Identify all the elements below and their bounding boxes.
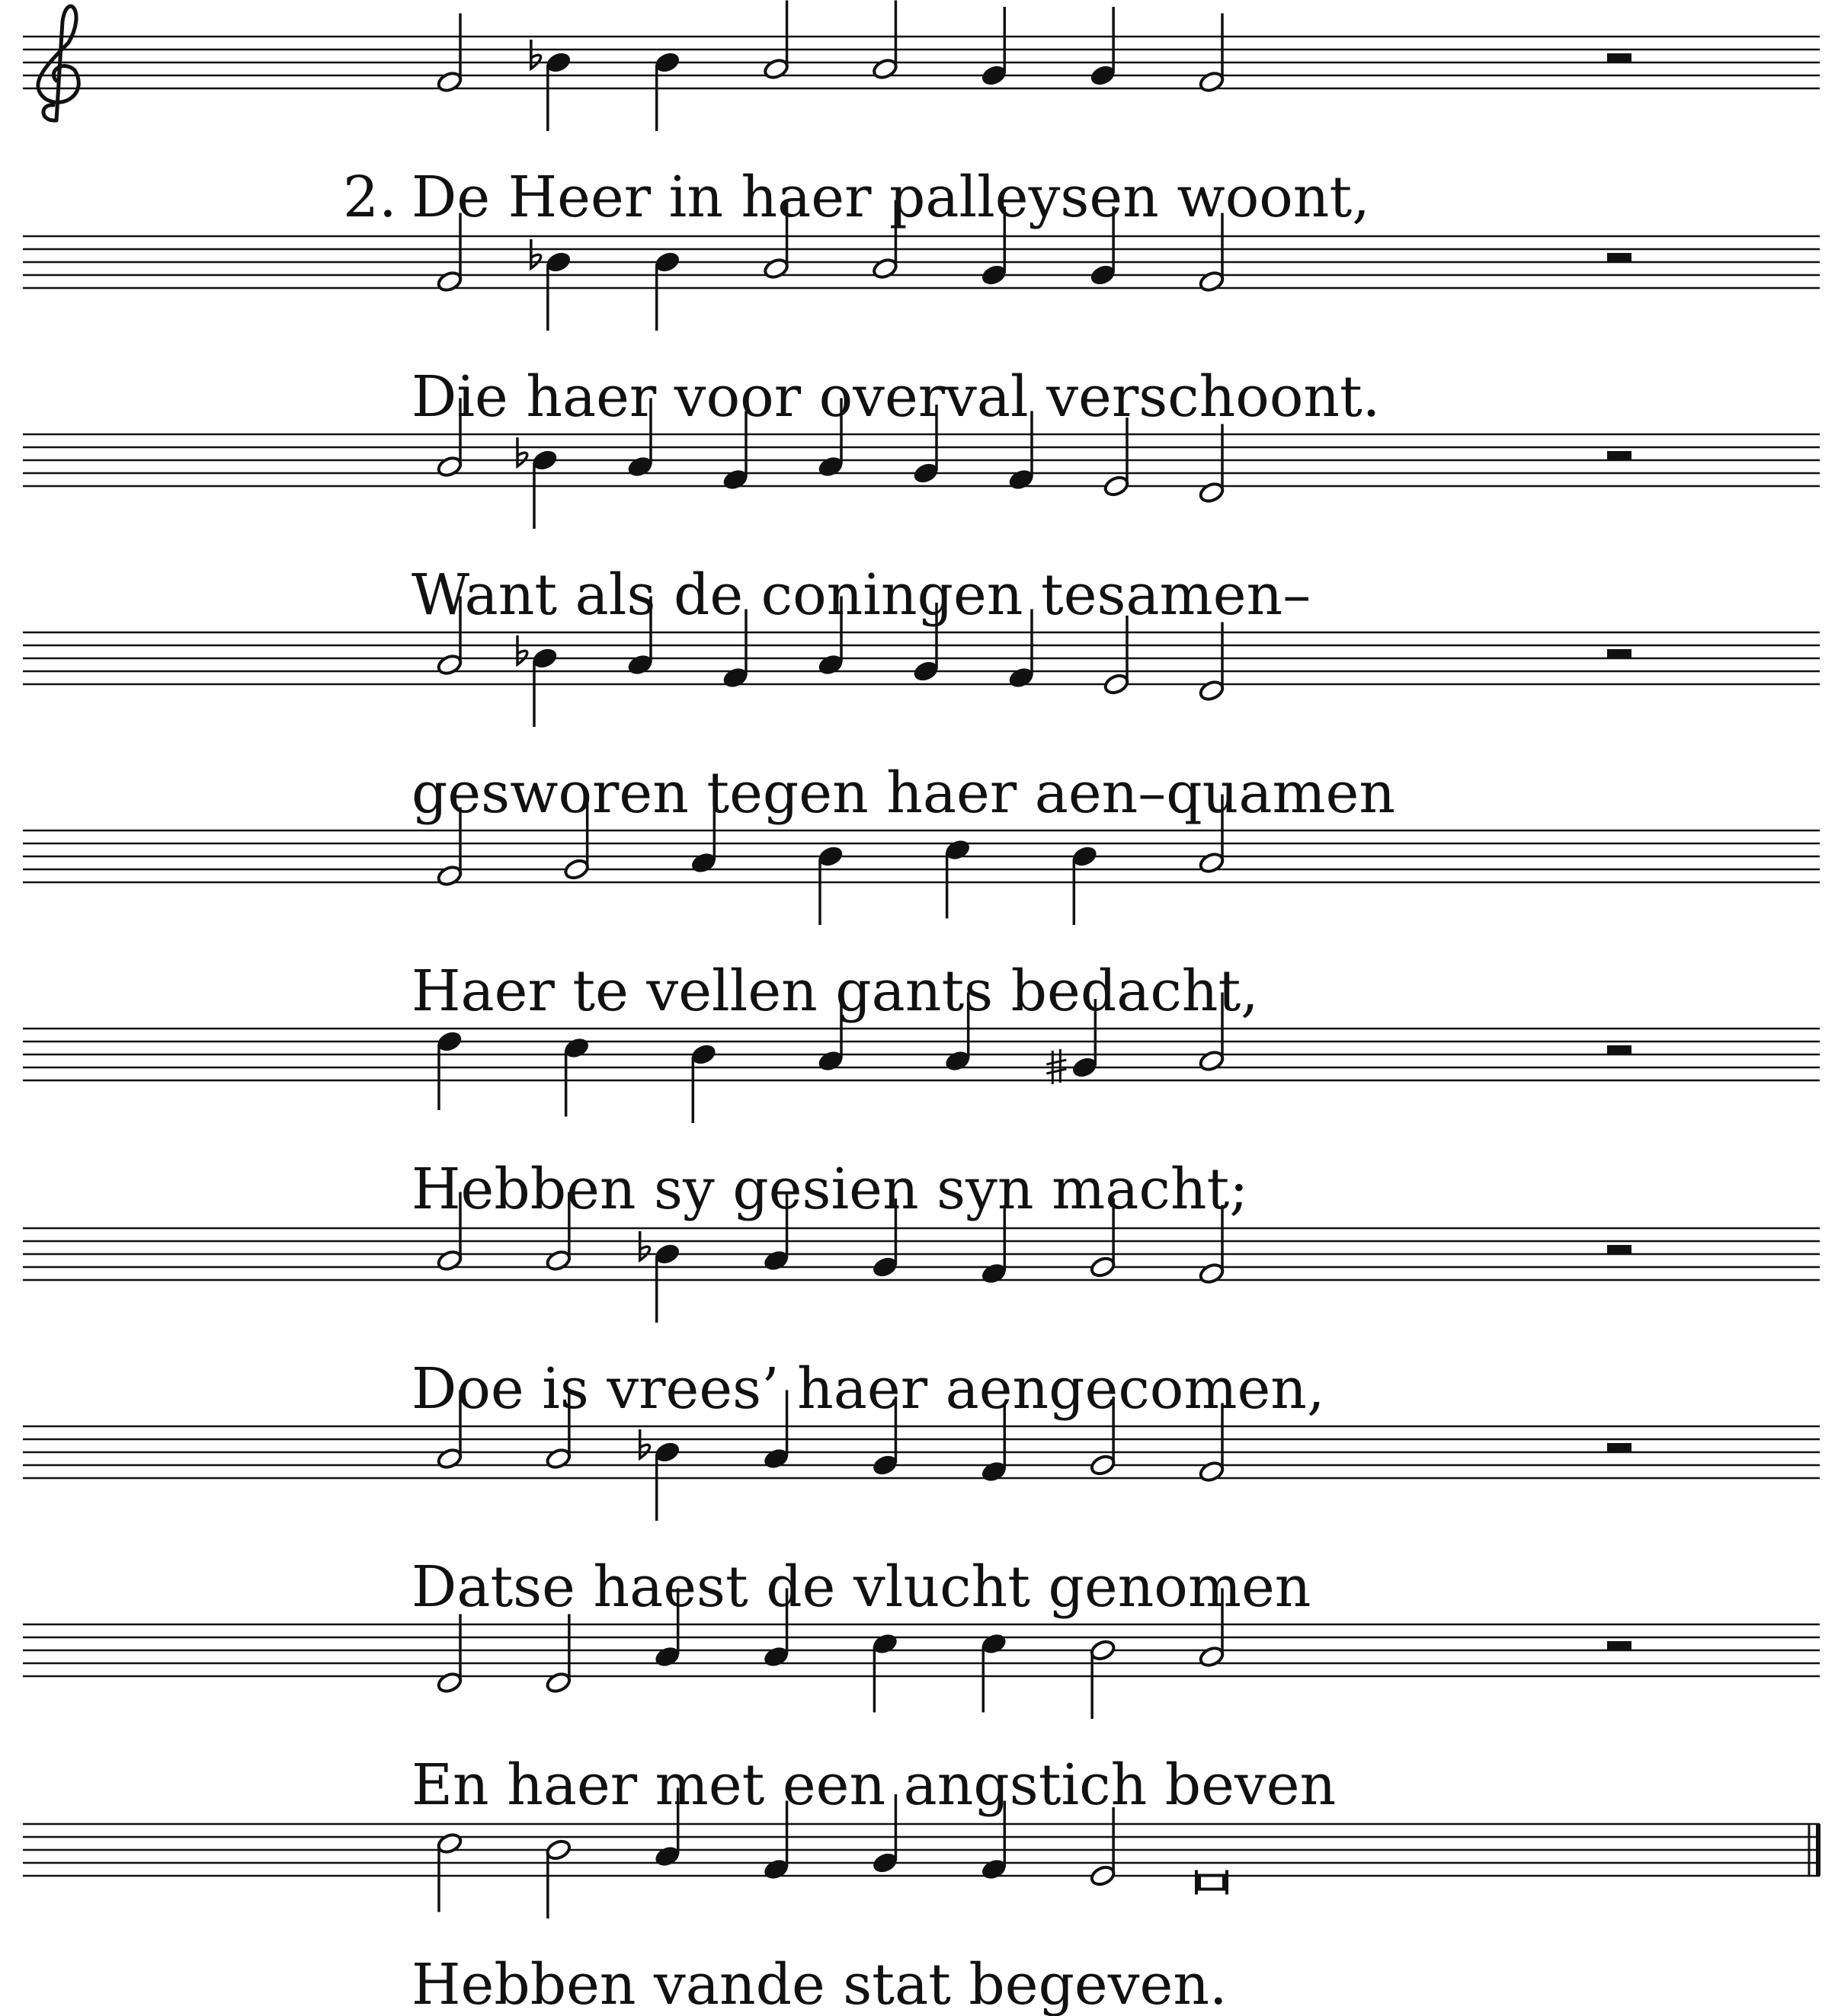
note	[980, 7, 1007, 87]
flat-icon	[517, 437, 527, 466]
staff-system	[23, 795, 1820, 1025]
lyric-line: Hebben sy gesien syn macht;	[411, 1157, 1249, 1222]
staff-system	[23, 398, 1820, 629]
note	[436, 14, 463, 94]
lyric-line: Die haer voor overval verschoont.	[411, 364, 1381, 430]
half-rest-icon	[1607, 1045, 1631, 1054]
note	[872, 1, 899, 81]
note	[1089, 1639, 1116, 1719]
note	[436, 1614, 463, 1694]
verse-number: 2.	[343, 165, 397, 230]
half-rest-icon	[1607, 451, 1631, 460]
half-rest-icon	[1607, 1443, 1631, 1452]
flat-icon	[640, 1231, 650, 1260]
note	[763, 1, 790, 81]
note	[545, 1614, 572, 1694]
note	[531, 239, 572, 331]
staff-system	[23, 1589, 1820, 1819]
staff-system	[23, 597, 1820, 827]
note	[545, 1838, 572, 1918]
breve-notehead	[1199, 1876, 1224, 1890]
note	[690, 1043, 718, 1123]
half-rest-icon	[1607, 649, 1631, 658]
half-rest-icon	[1607, 1245, 1631, 1254]
flat-icon	[517, 635, 527, 664]
staff-system	[23, 200, 1820, 430]
lyric-line: gesworen tegen haer aen–quamen	[411, 760, 1396, 826]
note	[817, 845, 844, 925]
note	[1198, 424, 1225, 504]
note	[563, 1036, 591, 1116]
note	[1198, 622, 1225, 702]
note	[1089, 1807, 1116, 1887]
flat-icon	[531, 40, 541, 69]
note	[1089, 7, 1116, 87]
half-rest-icon	[1607, 1641, 1631, 1650]
lyric-line: Hebben vande stat begeven.	[411, 1952, 1228, 2016]
note	[436, 1832, 463, 1912]
note	[640, 1429, 681, 1521]
lyric-line: Doe is vrees’ haer aengecomen,	[411, 1356, 1325, 1422]
staff-system	[23, 993, 1820, 1223]
lyric-line: De Heer in haer palleysen woont,	[411, 165, 1370, 230]
note	[517, 437, 559, 529]
note	[872, 1632, 899, 1712]
note	[980, 1632, 1007, 1712]
note	[436, 1030, 463, 1110]
lyric-line: En haer met een angstich beven	[411, 1752, 1337, 1818]
staff-system	[23, 1192, 1820, 1422]
note	[1071, 845, 1099, 925]
note	[654, 51, 681, 131]
lyric-line: Datse haest de vlucht genomen	[411, 1554, 1311, 1620]
staff-system	[23, 1, 1820, 231]
flat-icon	[640, 1429, 650, 1458]
note	[944, 838, 972, 918]
note	[517, 635, 559, 727]
staff-system	[23, 1788, 1820, 2016]
flat-icon	[531, 239, 541, 268]
staff-system	[23, 1390, 1820, 1621]
half-rest-icon	[1607, 253, 1631, 262]
note	[654, 251, 681, 331]
note	[1196, 1870, 1227, 1895]
note	[640, 1231, 681, 1323]
lyric-line: Haer te vellen gants bedacht,	[411, 958, 1259, 1024]
lyric-line: Want als de coningen tesamen–	[411, 562, 1311, 628]
note	[531, 40, 572, 131]
half-rest-icon	[1607, 53, 1631, 62]
note	[1198, 14, 1225, 94]
